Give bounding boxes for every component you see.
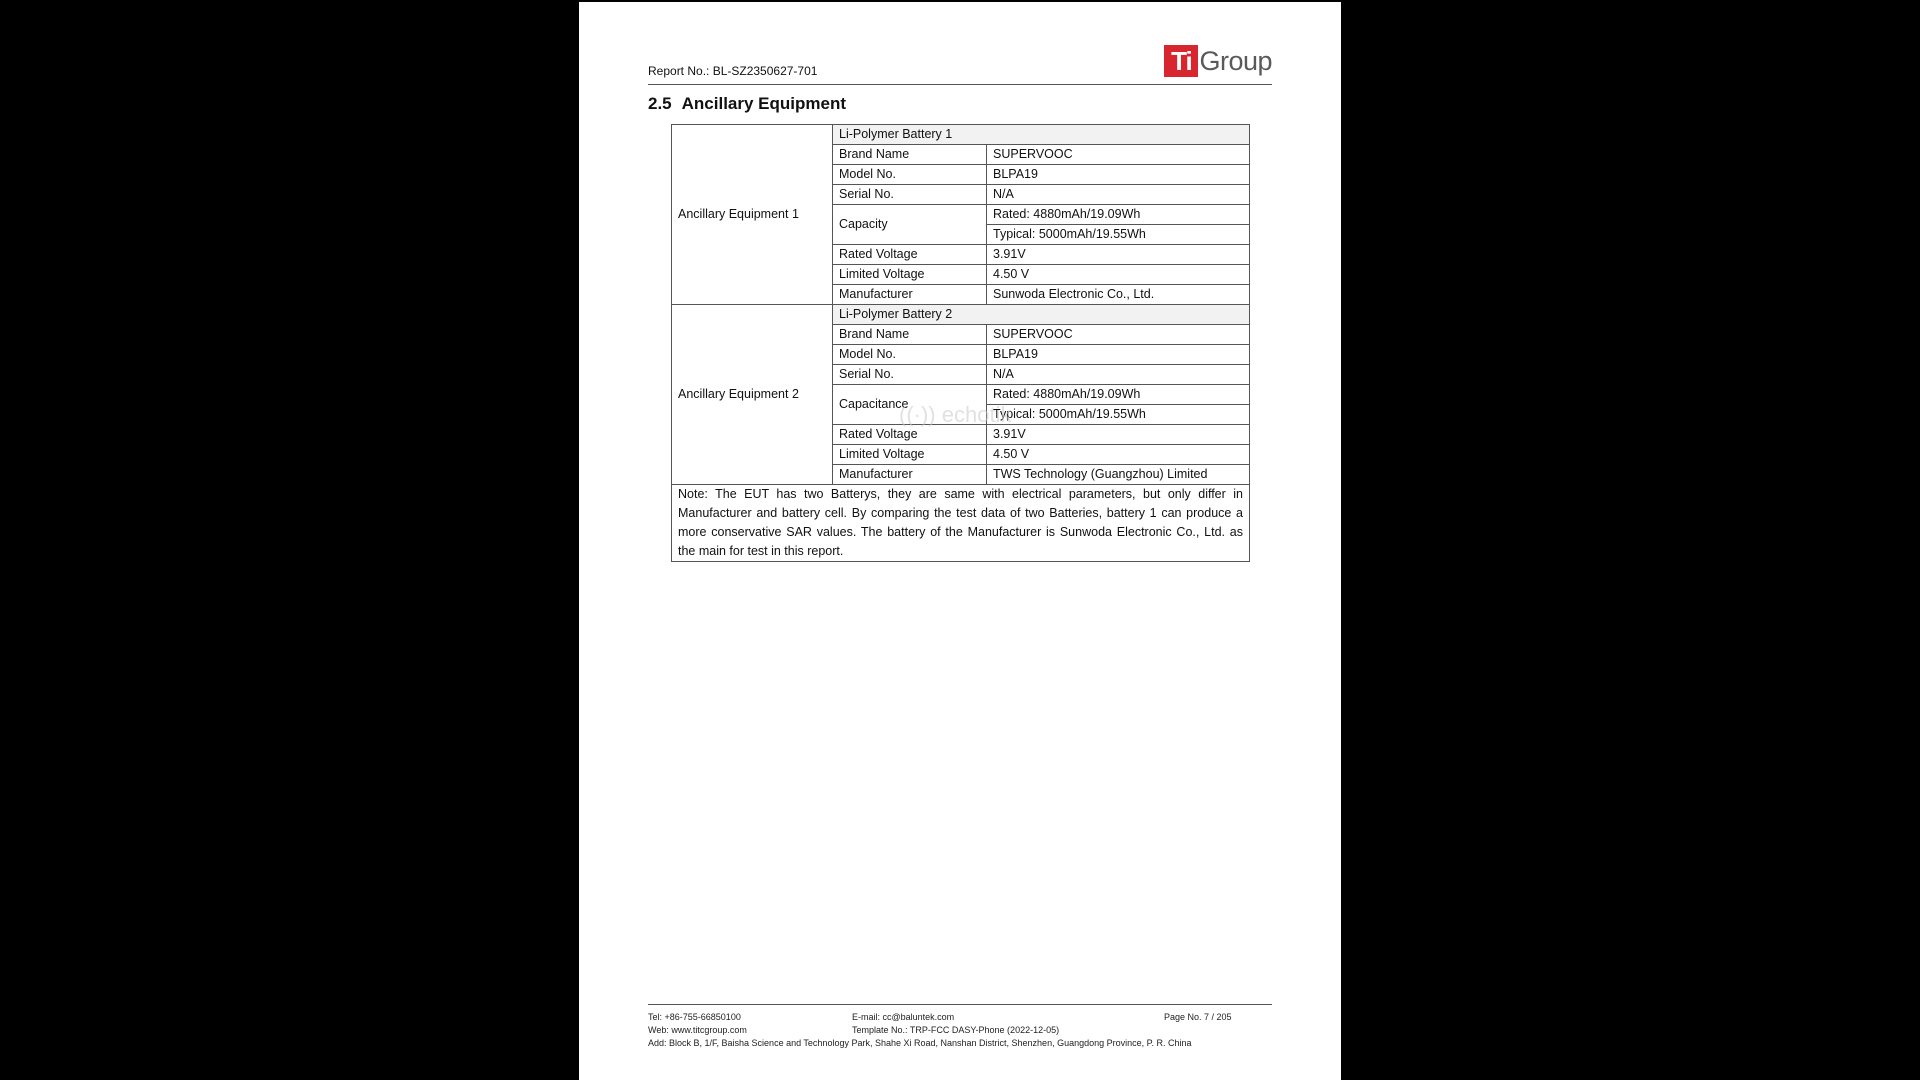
field-label: Serial No. [833,185,987,205]
field-label: Rated Voltage [833,245,987,265]
footer-tel: Tel: +86-755-66850100 [648,1012,741,1022]
footer-row [648,1011,1272,1024]
brand-value: SUPERVOOC [987,145,1250,165]
footer-template: Template No.: TRP-FCC DASY-Phone (2022-12-05) [852,1025,1060,1035]
table-row [672,125,1250,145]
table-row [672,485,1250,562]
watermark: ((·)) echotik [899,402,1012,427]
section-number: 2.5 [648,94,672,113]
limited-voltage-value: 4.50 V [987,445,1250,465]
field-label: Capacity [833,205,987,245]
field-label: Manufacturer [833,465,987,485]
field-label: Model No. [833,165,987,185]
footer-address: Add: Block B, 1/F, Baisha Science and Technology Park, Shahe Xi Road, Nanshan District, Shenzhen, Guangdong Province, P. R. China [648,1038,1192,1048]
document-page [579,2,1341,1080]
page-header [648,42,1272,85]
footer-row [648,1037,1272,1050]
field-label: Brand Name [833,145,987,165]
model-value: BLPA19 [987,165,1250,185]
limited-voltage-value: 4.50 V [987,265,1250,285]
logo-text: Group [1199,46,1272,76]
field-label: Serial No. [833,365,987,385]
footer-email: E-mail: cc@baluntek.com [852,1012,955,1022]
table-row [672,305,1250,325]
company-logo [1164,44,1272,78]
field-label: Model No. [833,345,987,365]
footer-row [648,1024,1272,1037]
ancillary-equipment-table [671,124,1250,562]
battery-2-heading: Li-Polymer Battery 2 [833,305,1250,325]
manufacturer-value: TWS Technology (Guangzhou) Limited [987,465,1250,485]
report-number: Report No.: BL-SZ2350627-701 [648,64,818,78]
field-label: Capacitance [833,385,987,425]
equipment-2-label: Ancillary Equipment 2 [672,305,833,485]
serial-value: N/A [987,365,1250,385]
serial-value: N/A [987,185,1250,205]
rated-voltage-value: 3.91V [987,245,1250,265]
field-label: Brand Name [833,325,987,345]
footer-web: Web: www.titcgroup.com [648,1025,747,1035]
section-heading [648,94,846,114]
field-label: Manufacturer [833,285,987,305]
rated-voltage-value: 3.91V [987,425,1250,445]
capacity-typical-value: Typical: 5000mAh/19.55Wh [987,225,1250,245]
page-footer [648,1004,1272,1050]
field-label: Limited Voltage [833,445,987,465]
manufacturer-value: Sunwoda Electronic Co., Ltd. [987,285,1250,305]
note-text: Note: The EUT has two Batterys, they are same with electrical parameters, but only differ in Manufacturer and battery cell. By comparing the test data of two Batteries, battery 1 can produce a more conservative SAR values. The battery of the Manufacturer is Sunwoda Electronic Co., Ltd. as the main for test in this report. [672,485,1250,562]
brand-value: SUPERVOOC [987,325,1250,345]
equipment-1-label: Ancillary Equipment 1 [672,125,833,305]
logo-mark: Ti [1164,45,1198,77]
field-label: Rated Voltage [833,425,987,445]
capacity-rated-value: Rated: 4880mAh/19.09Wh [987,205,1250,225]
field-label: Limited Voltage [833,265,987,285]
capacity-rated-value: Rated: 4880mAh/19.09Wh [987,385,1250,405]
capacity-typical-value: Typical: 5000mAh/19.55Wh [987,405,1250,425]
footer-page-number: Page No. 7 / 205 [1164,1012,1232,1022]
section-title: Ancillary Equipment [681,94,847,113]
battery-1-heading: Li-Polymer Battery 1 [833,125,1250,145]
model-value: BLPA19 [987,345,1250,365]
